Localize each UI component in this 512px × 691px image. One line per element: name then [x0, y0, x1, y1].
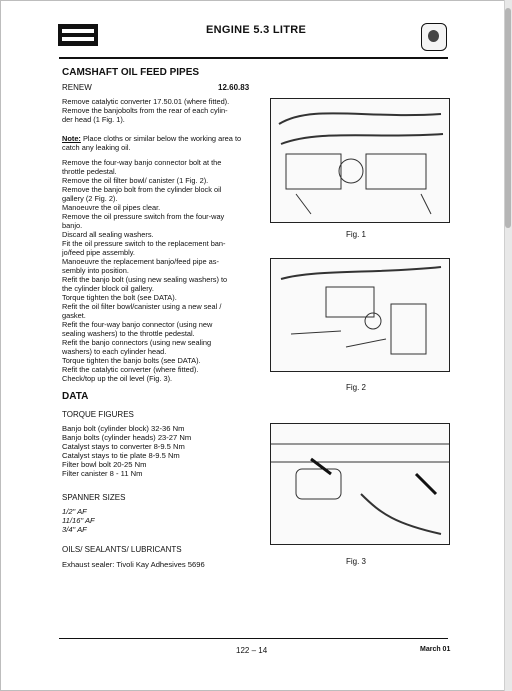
header-rule [59, 57, 448, 59]
footer-rule [59, 638, 448, 639]
note-text: Place cloths or similar below the working area to catch any leaking oil. [62, 134, 242, 152]
figure-3-caption: Fig. 3 [346, 557, 367, 566]
torque-item: Catalyst stays to converter 8-9.5 Nm [62, 442, 185, 451]
step-line: Remove the banjo bolt from the cylinder block oil [62, 185, 222, 194]
engine-diagram-2 [271, 259, 449, 371]
torque-item: Banjo bolts (cylinder heads) 23-27 Nm [62, 433, 192, 442]
step-line: Refit the banjo connectors (using new sealing [62, 338, 212, 347]
step-line: gasket. [62, 311, 86, 320]
warning-note [62, 134, 252, 152]
torque-item: Banjo bolt (cylinder block) 32-36 Nm [62, 424, 185, 433]
step-line: Remove the banjobolts from the rear of each cylin- [62, 106, 228, 115]
figure-2-illustration [270, 258, 450, 372]
figure-3-illustration [270, 423, 450, 545]
step-line: throttle pedestal. [62, 167, 117, 176]
figure-1-caption: Fig. 1 [346, 230, 367, 239]
page-number: 122 – 14 [236, 646, 268, 655]
logo-stripe-top [62, 29, 94, 33]
torque-list [62, 424, 262, 478]
step-line: gallery (2 Fig. 2). [62, 194, 118, 203]
step-line: Remove the oil filter bowl/ canister (1 Fig. 2). [62, 176, 209, 185]
revision-date: March 01 [420, 646, 451, 653]
spanner-title: SPANNER SIZES [62, 493, 126, 502]
figure-1-illustration [270, 98, 450, 223]
note-label: Note: [62, 134, 81, 143]
engine-diagram-1 [271, 99, 449, 222]
step-line: the cylinder block oil gallery. [62, 284, 154, 293]
scrollbar-thumb[interactable] [505, 8, 511, 228]
step-line: banjo. [62, 221, 83, 230]
page-header-title: ENGINE 5.3 LITRE [206, 24, 307, 36]
step-line: Manoeuvre the oil pipes clear. [62, 203, 161, 212]
step-line: Remove the four-way banjo connector bolt at the [62, 158, 222, 167]
step-line: der head (1 Fig. 1). [62, 115, 125, 124]
step-line: sembly into position. [62, 266, 129, 275]
intro-steps [62, 97, 252, 124]
step-line: Fit the oil pressure switch to the replacement ban- [62, 239, 226, 248]
step-line: Discard all sealing washers. [62, 230, 154, 239]
step-line: Refit the four-way banjo connector (using new [62, 320, 213, 329]
engine-diagram-3 [271, 424, 449, 544]
manual-logo [58, 24, 98, 46]
step-line: sealing washers) to the throttle pedestal. [62, 329, 195, 338]
step-line: Torque tighten the bolt (see DATA). [62, 293, 177, 302]
procedure-steps [62, 158, 252, 383]
logo-stripe-bottom [62, 37, 94, 41]
operation-code: 12.60.83 [218, 83, 250, 92]
spanner-list [62, 507, 95, 534]
spanner-item: 3/4" AF [62, 525, 87, 534]
exhaust-sealer: Exhaust sealer: Tivoli Kay Adhesives 5696 [62, 560, 205, 569]
section-title: CAMSHAFT OIL FEED PIPES [62, 67, 200, 78]
oils-title: OILS/ SEALANTS/ LUBRICANTS [62, 545, 182, 554]
data-section-title: DATA [62, 391, 89, 402]
torque-item: Catalyst stays to tie plate 8-9.5 Nm [62, 451, 180, 460]
spanner-item: 1/2" AF [62, 507, 87, 516]
torque-item: Filter canister 8 - 11 Nm [62, 469, 143, 478]
spanner-item: 11/16" AF [62, 516, 95, 525]
step-line: washers) to each cylinder head. [62, 347, 167, 356]
section-subtitle: RENEW [62, 83, 92, 92]
torque-item: Filter bowl bolt 20-25 Nm [62, 460, 147, 469]
step-line: Torque tighten the banjo bolts (see DATA). [62, 356, 201, 365]
torque-title: TORQUE FIGURES [62, 410, 134, 419]
step-line: Refit the oil filter bowl/canister using a new seal / [62, 302, 222, 311]
step-line: Refit the catalytic converter (where fitted). [62, 365, 199, 374]
step-line: Remove catalytic converter 17.50.01 (where fitted). [62, 97, 230, 106]
figure-2-caption: Fig. 2 [346, 383, 367, 392]
step-line: Remove the oil pressure switch from the four-way [62, 212, 225, 221]
step-line: jo/feed pipe assembly. [62, 248, 135, 257]
brand-badge-icon [421, 23, 447, 51]
step-line: Check/top up the oil level (Fig. 3). [62, 374, 173, 383]
step-line: Manoeuvre the replacement banjo/feed pipe as- [62, 257, 219, 266]
step-line: Refit the banjo bolt (using new sealing washers) to [62, 275, 228, 284]
